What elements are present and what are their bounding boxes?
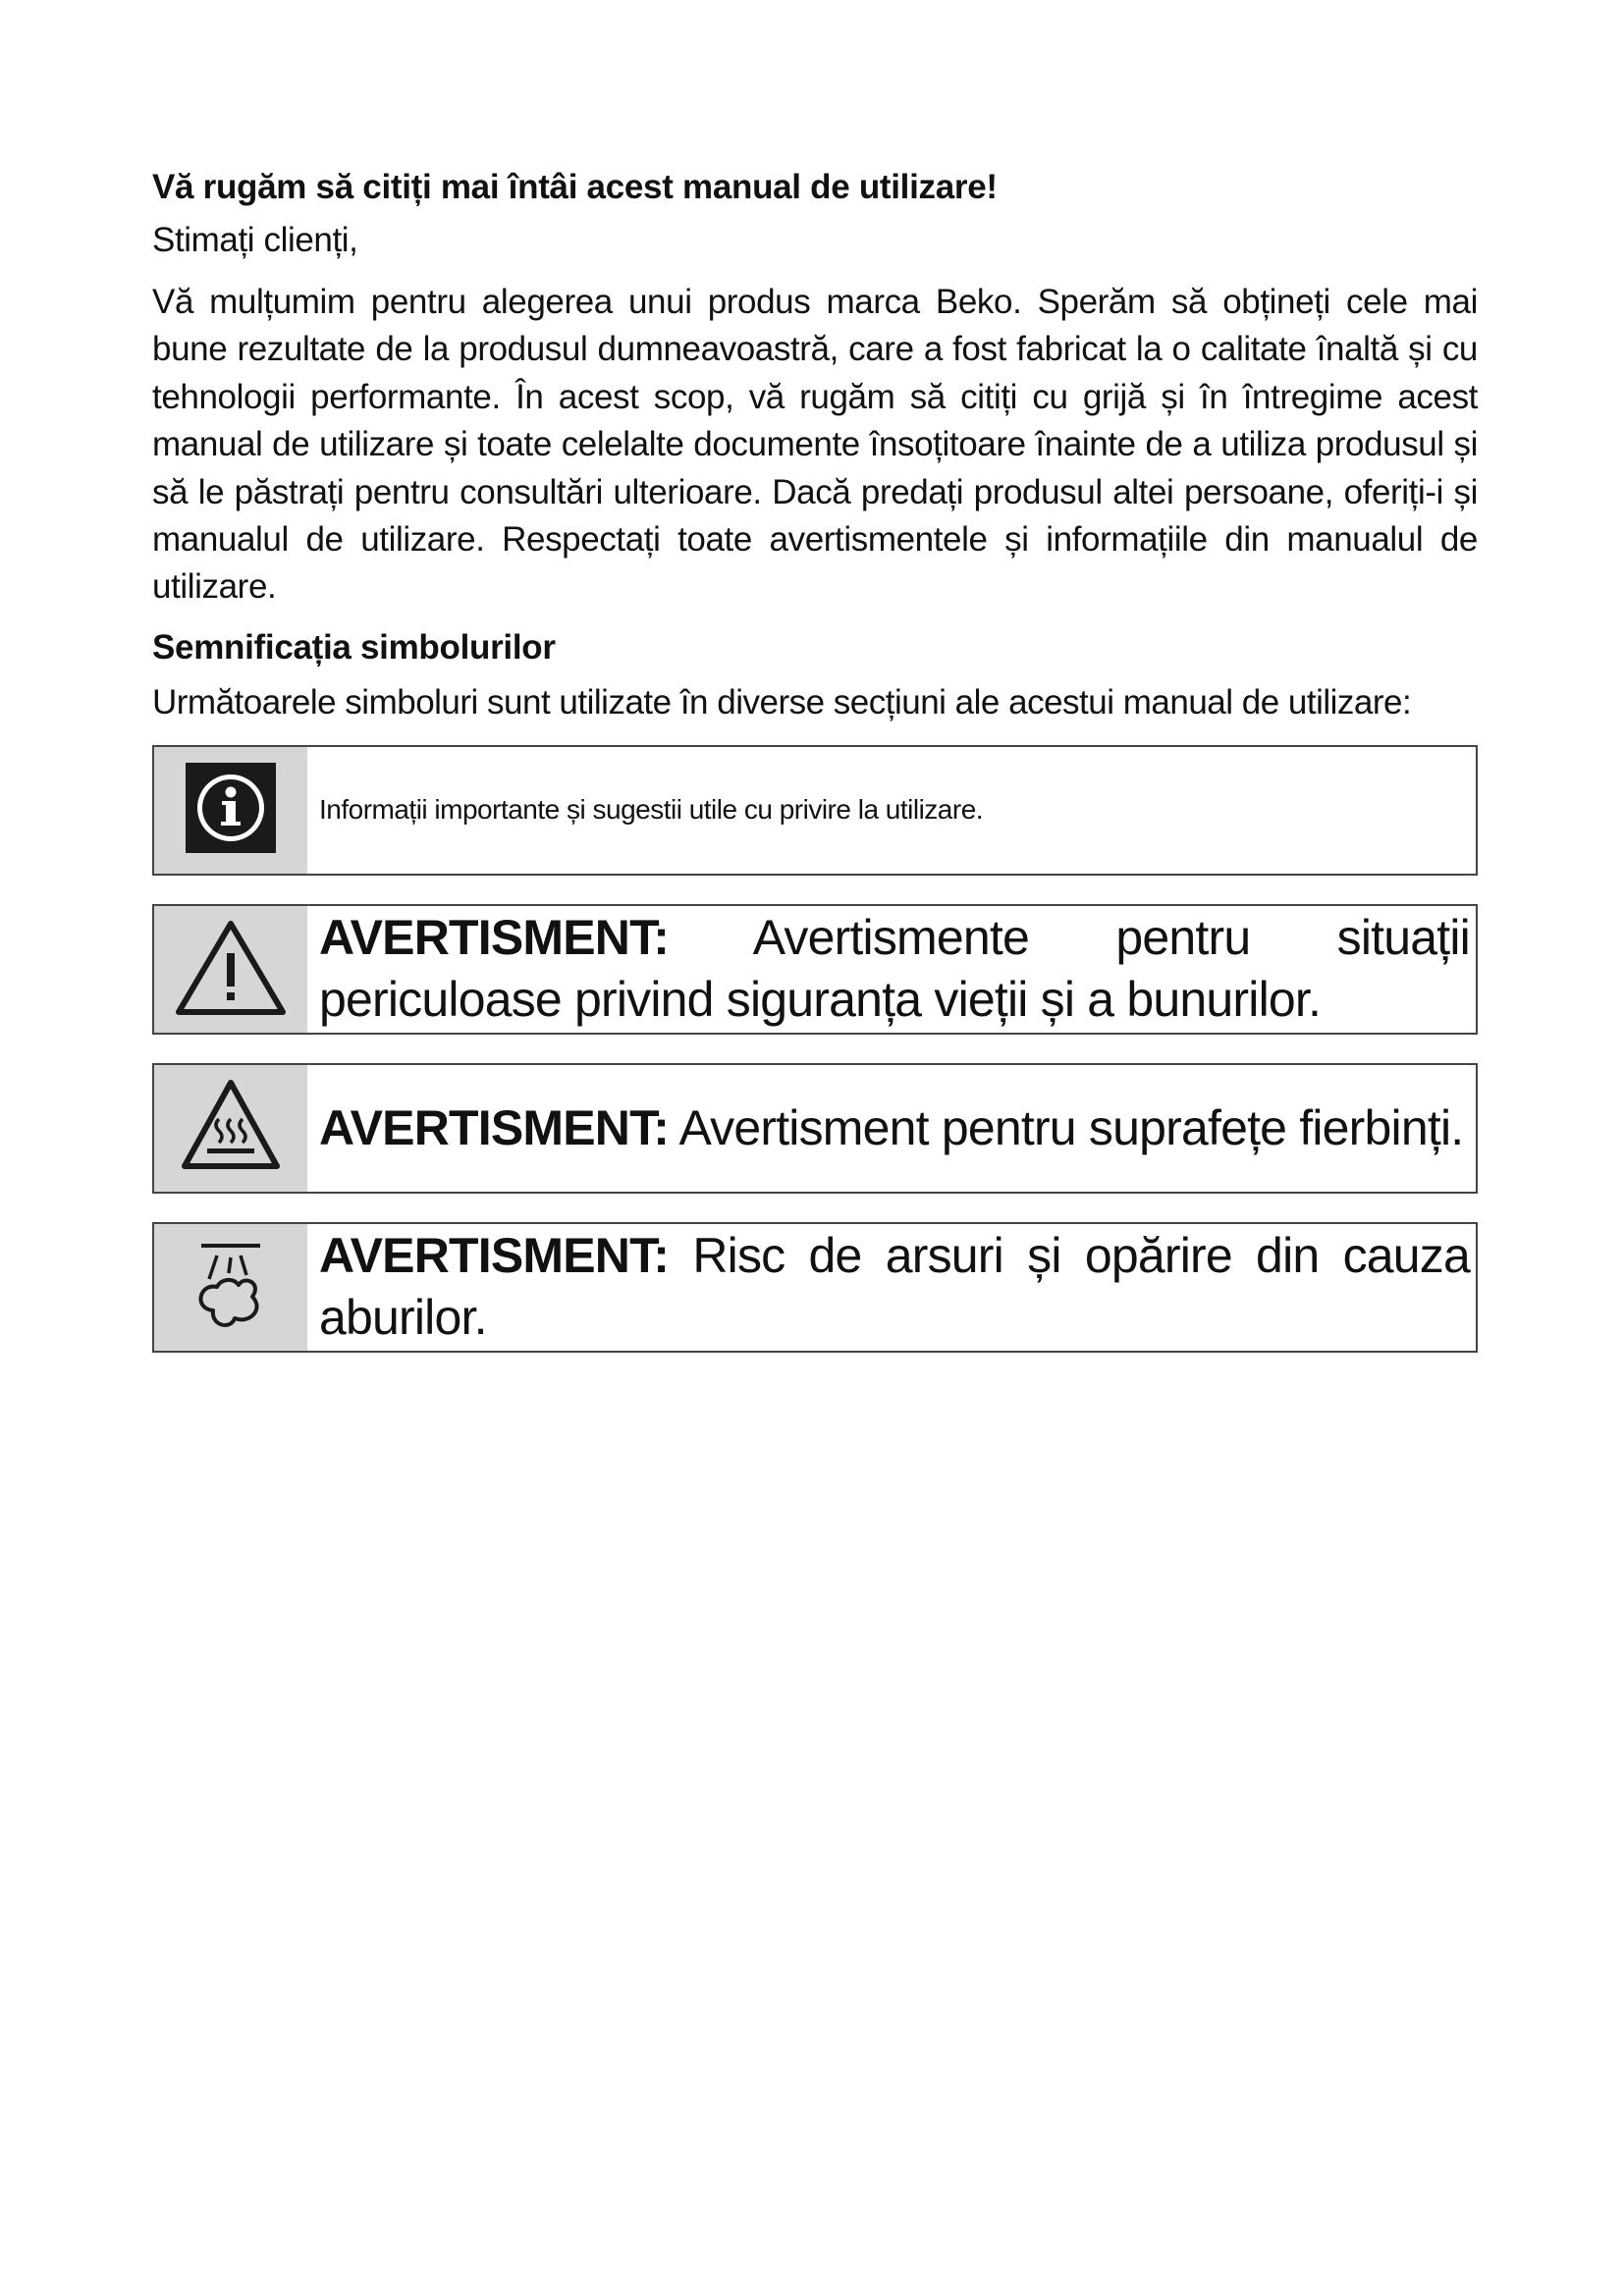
warning-text: Avertisment pentru suprafețe fierbinți.	[669, 1099, 1464, 1155]
intro-paragraph: Vă mulțumim pentru alegerea unui produs marca Beko. Sperăm să obțineți cele mai bune rezultate de la produsul dumneavoastră, care a fost fabricat la o calitate înaltă și cu tehnologii performante. În acest scop, vă rugăm să citiți cu grijă și în întregime acest manual de utilizare și toate celelalte documente însoțitoare înainte de a utiliza produsul și să le păstrați pentru consultări ulterioare. Dacă predați produsul altei persoane, oferiți-i și manualul de utilizare. Respectați toate avertismentele și informațiile din manualul de utilizare.	[152, 283, 1478, 607]
symbol-box-info	[152, 745, 1478, 876]
warning-text: Risc de arsuri și opărire din cauza aburilor.	[319, 1228, 1470, 1346]
section-intro: Următoarele simboluri sunt utilizate în diverse secțiuni ale acestui manual de utilizare:	[152, 682, 1412, 721]
symbol-box-warning	[152, 904, 1478, 1035]
symbol-icon-cell	[154, 747, 307, 874]
symbol-description	[319, 907, 1470, 1031]
warning-triangle-icon	[175, 918, 287, 1021]
symbol-description	[319, 1225, 1470, 1349]
symbol-description	[319, 1097, 1470, 1159]
symbol-icon-cell	[154, 1065, 307, 1192]
main-heading: Vă rugăm să citiți mai întâi acest manual de utilizare!	[152, 168, 998, 206]
hot-surface-icon	[180, 1078, 282, 1179]
salutation: Stimați clienți,	[152, 221, 358, 259]
warning-text: Avertismente pentru situații periculoase privind siguranța vieții și a bunurilor.	[319, 910, 1470, 1028]
symbol-box-steam	[152, 1222, 1478, 1353]
steam-icon	[182, 1236, 280, 1339]
warning-label: AVERTISMENT:	[319, 1228, 670, 1284]
info-icon	[186, 763, 276, 858]
warning-label: AVERTISMENT:	[319, 1099, 670, 1155]
symbol-icon-cell	[154, 1224, 307, 1351]
warning-label: AVERTISMENT:	[319, 910, 670, 966]
symbol-description: Informații importante și sugestii utile cu privire la utilizare.	[319, 794, 984, 826]
section-heading: Semnificația simbolurilor	[152, 627, 556, 667]
symbol-icon-cell	[154, 906, 307, 1033]
symbol-box-hot-surface	[152, 1063, 1478, 1194]
manual-page	[152, 165, 1478, 1381]
